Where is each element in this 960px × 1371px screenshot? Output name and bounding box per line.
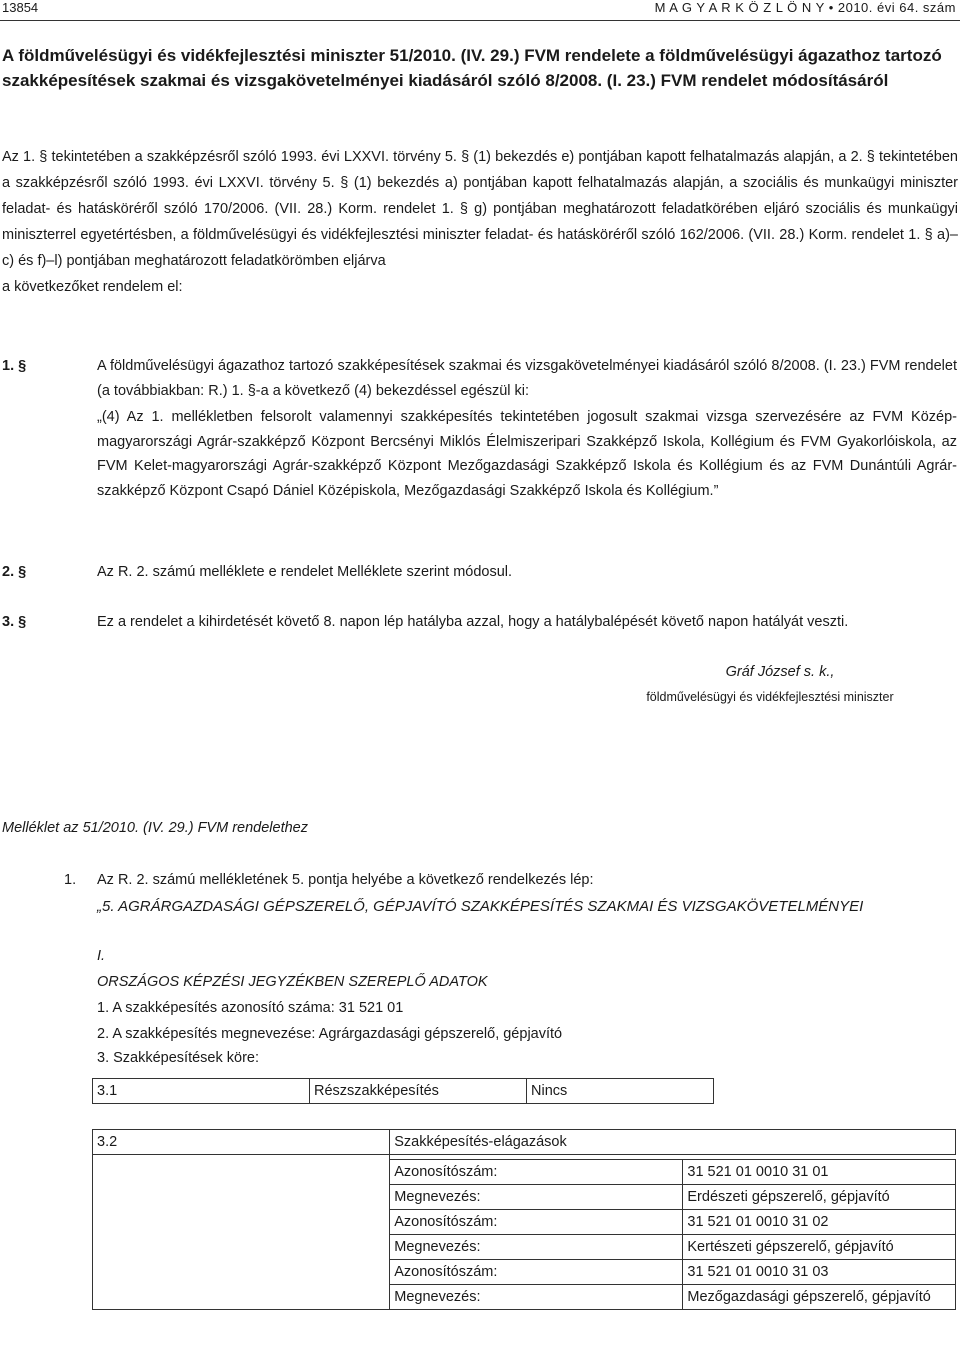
table-row (93, 1079, 714, 1104)
table-cell: Részszakképesítés (310, 1079, 527, 1104)
annex-item-number: 1. (64, 872, 77, 888)
signature-name: Gráf József s. k., (725, 664, 835, 680)
preamble-text: Az 1. § tekintetében a szakképzésről szóló 1993. évi LXXVI. törvény 5. § (1) bekezdés e) pontjában kapott felhatalmazás alapján, a 2. § tekintetében a szakképzésről szóló 1993. évi LXXVI. törvény 5. § (1) bekezdés a) pontjában kapott felhatalmazás alapján, a szociális és munkaügyi miniszter feladat- és hatásköréről szóló 170/2006. (VII. 28.) Korm. rendelet 1. § g) pontjában meghatározott feladatkörében eljáró szociális és munkaügyi miniszterrel egyetértésben, a földművelésügyi és vidékfejlesztési miniszter feladat- és hatásköréről szóló 162/2006. (VII. 28.) Korm. rendelet 1. § a)–c) és f)–l) pontjában meghatározott feladatkörömben eljárva (2, 149, 958, 269)
decree-title: A földművelésügyi és vidékfejlesztési miniszter 51/2010. (IV. 29.) FVM rendelete a földművelésügyi ágazathoz tartozó szakképesítések szakmai és vizsgakövetelményei kiadásáról szóló 8/2008. (I. 23.) FVM rendelet módosításáról (2, 46, 942, 90)
annex-line: 3. Szakképesítések köre: (97, 1050, 259, 1066)
section-1 (0, 354, 960, 534)
header-rule (0, 20, 960, 21)
annex-line: 2. A szakképesítés megnevezése: Agrárgazdasági gépszerelő, gépjavító (97, 1026, 563, 1042)
table-cell: Nincs (527, 1079, 714, 1104)
annex-part: I. (97, 948, 106, 964)
table-cell: 3.2 (93, 1130, 390, 1155)
section-2 (0, 560, 960, 586)
signature-role: földművelésügyi és vidékfejlesztési miniszter (646, 690, 894, 704)
table-cell: 31 521 01 0010 31 03 (683, 1260, 956, 1285)
table-cell: Azonosítószám: (390, 1210, 683, 1235)
table-partial-qualification (92, 1078, 714, 1104)
section-number: 2. § (2, 564, 27, 580)
section-number: 3. § (2, 614, 27, 630)
table-cell: Megnevezés: (390, 1235, 683, 1260)
table-cell: Mezőgazdasági gépszerelő, gépjavító (683, 1285, 956, 1310)
annex-item-text: Az R. 2. számú mellékletének 5. pontja helyébe a következő rendelkezés lép: (97, 872, 594, 888)
table-cell: Azonosítószám: (390, 1260, 683, 1285)
table-cell: Megnevezés: (390, 1285, 683, 1310)
table-cell: Kertészeti gépszerelő, gépjavító (683, 1235, 956, 1260)
table-cell: 3.1 (93, 1079, 310, 1104)
table-cell: Azonosítószám: (390, 1160, 683, 1185)
table-cell: Szakképesítés-elágazások (390, 1130, 956, 1155)
page-header (2, 0, 956, 18)
table-branches (92, 1129, 956, 1310)
journal-title: M A G Y A R K Ö Z L Ö N Y • 2010. évi 64. szám (654, 0, 956, 15)
section-3 (0, 610, 960, 636)
table-row (93, 1130, 956, 1155)
annex-line: 1. A szakképesítés azonosító száma: 31 521 01 (97, 1000, 404, 1016)
table-cell: Megnevezés: (390, 1185, 683, 1210)
section-quote: „(4) Az 1. mellékletben felsorolt valamennyi szakképesítés tekintetében jogosult szakmai vizsga szervezésére az FVM Közép-magyarországi Agrár-szakképző Központ Bercsényi Miklós Élelmiszeripari Szakképző Iskola, Kollégium és FVM Gyakorlóiskola, az FVM Kelet-magyarországi Agrár-szakképző Központ Mezőgazdasági Szakképző Iskola és Kollégium és az FVM Dunántúli Agrár-szakképző Központ Csapó Dániel Középiskola, Mezőgazdasági Szakképző Iskola és Kollégium.” (97, 409, 957, 499)
table-cell: 31 521 01 0010 31 01 (683, 1160, 956, 1185)
section-text: A földművelésügyi ágazathoz tartozó szakképesítések szakmai és vizsgakövetelményei kiadásáról szóló 8/2008. (I. 23.) FVM rendelet (a továbbiakban: R.) 1. §-a a következő (4) bekezdéssel egészül ki: (97, 358, 957, 399)
section-text: Az R. 2. számú melléklete e rendelet Melléklete szerint módosul. (97, 564, 513, 580)
table-cell: 31 521 01 0010 31 02 (683, 1210, 956, 1235)
page-number: 13854 (2, 0, 39, 15)
preamble (2, 144, 958, 300)
table-cell: Erdészeti gépszerelő, gépjavító (683, 1185, 956, 1210)
annex-title: Melléklet az 51/2010. (IV. 29.) FVM rendelethez (2, 820, 308, 836)
annex-part-title: ORSZÁGOS KÉPZÉSI JEGYZÉKBEN SZEREPLŐ ADATOK (97, 974, 488, 990)
section-text: Ez a rendelet a kihirdetését követő 8. napon lép hatályba azzal, hogy a hatálybalépését követő napon hatályát veszti. (97, 614, 849, 630)
section-number: 1. § (2, 358, 27, 374)
annex-heading: „5. AGRÁRGAZDASÁGI GÉPSZERELŐ, GÉPJAVÍTÓ SZAKKÉPESÍTÉS SZAKMAI ÉS VIZSGAKÖVETELMÉNYEI (97, 898, 864, 915)
preamble-end: a következőket rendelem el: (2, 279, 183, 295)
